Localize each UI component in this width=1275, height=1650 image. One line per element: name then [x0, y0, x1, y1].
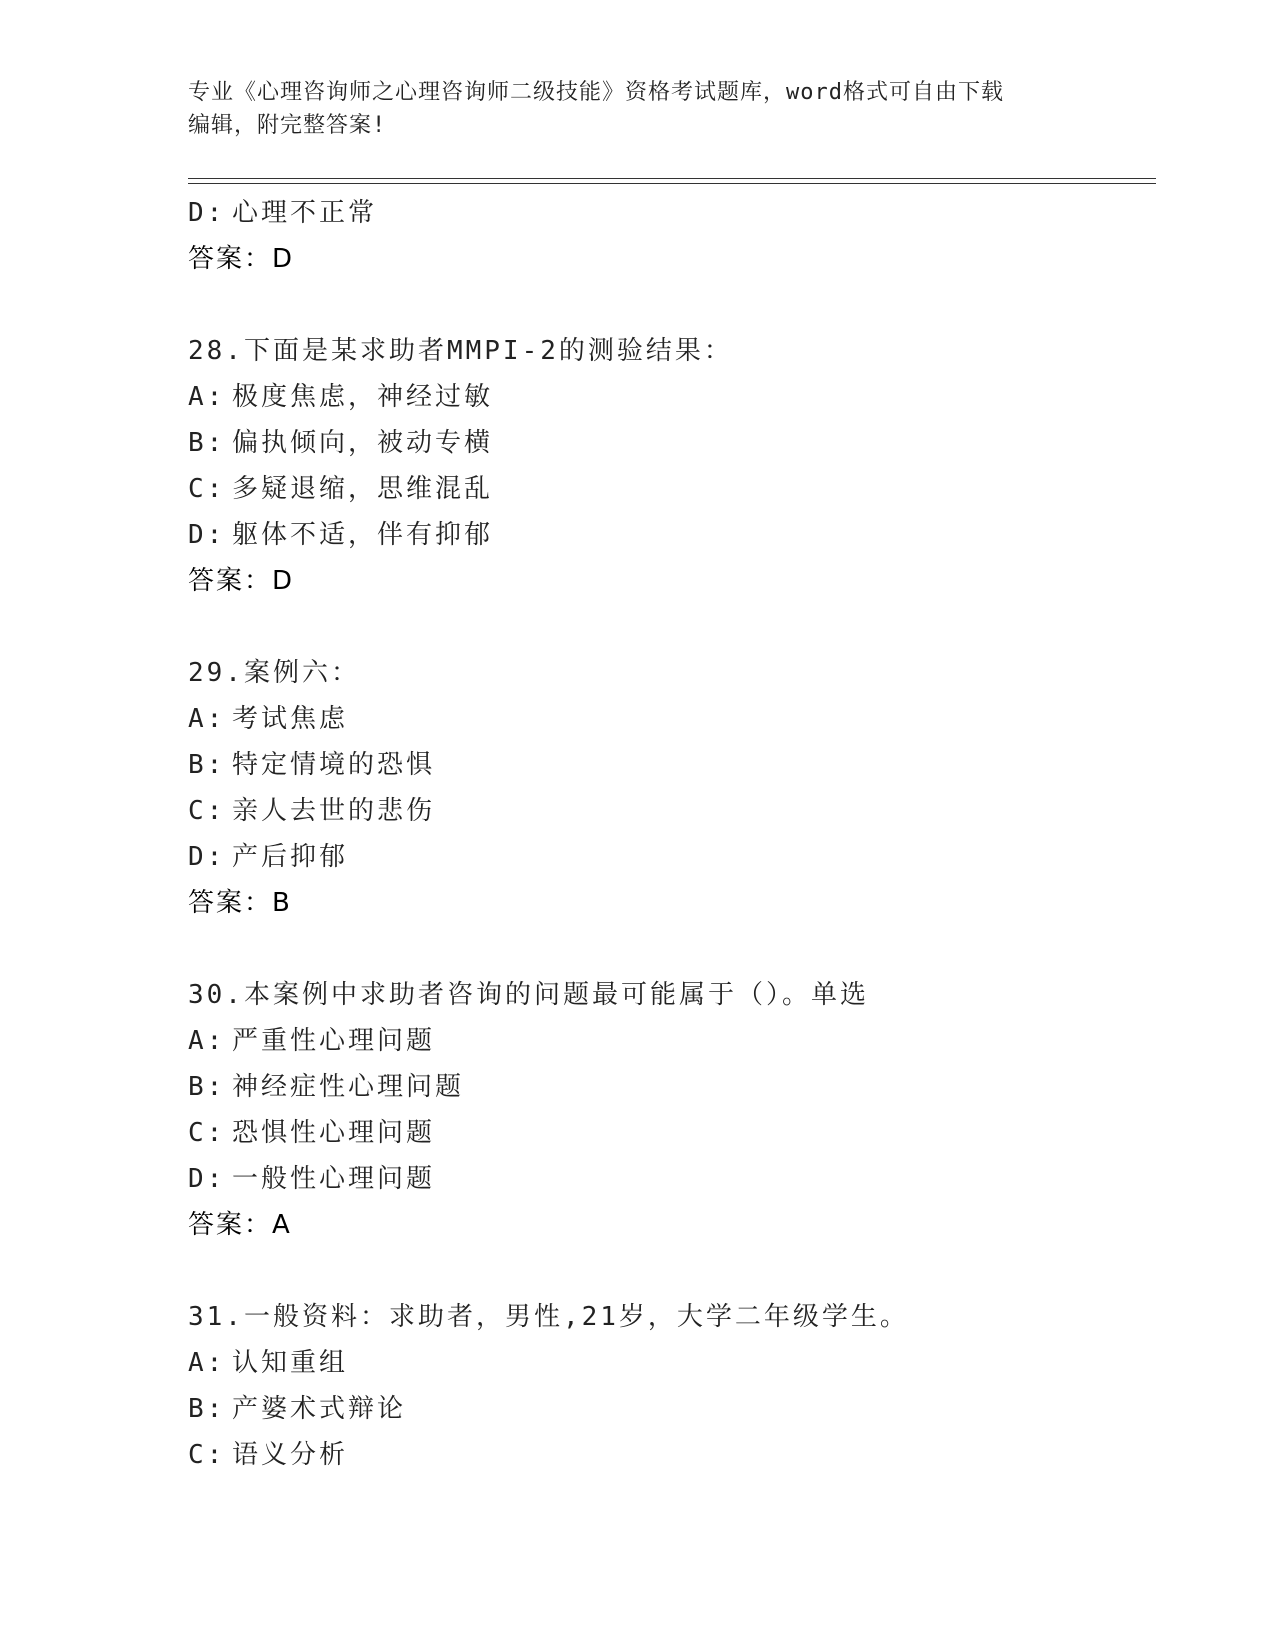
option-text: 躯体不适，伴有抑郁 [232, 520, 494, 550]
option-label: B: [188, 428, 226, 458]
option-label: B: [188, 1072, 226, 1102]
option-c [188, 1432, 1148, 1478]
option-b [188, 1386, 1148, 1432]
option-text: 语义分析 [232, 1440, 349, 1470]
option-text: 严重性心理问题 [232, 1026, 436, 1056]
option-c [188, 466, 1148, 512]
option-label: D: [188, 198, 226, 228]
option-b [188, 742, 1148, 788]
option-a [188, 1340, 1148, 1386]
option-text: 亲人去世的悲伤 [232, 796, 436, 826]
option-d [188, 834, 1148, 880]
header-line-1: 专业《心理咨询师之心理咨询师二级技能》资格考试题库，word格式可自由下载 [188, 80, 1004, 105]
option-b [188, 420, 1148, 466]
option-text: 产婆术式辩论 [232, 1394, 407, 1424]
spacer [188, 282, 1148, 328]
answer: 答案：D [188, 566, 295, 596]
question-stem: 28.下面是某求助者MMPI-2的测验结果： [188, 336, 733, 366]
option-label: A: [188, 1348, 226, 1378]
option-d [188, 1156, 1148, 1202]
option-d [188, 512, 1148, 558]
spacer [188, 1248, 1148, 1294]
spacer [188, 604, 1148, 650]
option-text: 恐惧性心理问题 [232, 1118, 436, 1148]
option-label: A: [188, 704, 226, 734]
option-label: D: [188, 842, 226, 872]
option-c [188, 788, 1148, 834]
answer: 答案：A [188, 1210, 292, 1240]
option-label: D: [188, 520, 226, 550]
question-stem: 31.一般资料：求助者，男性,21岁，大学二年级学生。 [188, 1302, 909, 1332]
answer: 答案：B [188, 888, 292, 918]
option-label: D: [188, 1164, 226, 1194]
option-c [188, 1110, 1148, 1156]
option-b [188, 1064, 1148, 1110]
option-label: A: [188, 382, 226, 412]
option-label: C: [188, 474, 226, 504]
option-a [188, 374, 1148, 420]
option-label: C: [188, 796, 226, 826]
option-a [188, 696, 1148, 742]
option-d [188, 190, 1148, 236]
option-label: B: [188, 750, 226, 780]
question-stem: 29.案例六： [188, 658, 360, 688]
option-text: 偏执倾向，被动专横 [232, 428, 494, 458]
option-text: 心理不正常 [232, 198, 378, 228]
spacer [188, 926, 1148, 972]
question-stem: 30.本案例中求助者咨询的问题最可能属于（）。单选 [188, 980, 869, 1010]
answer: 答案：D [188, 244, 295, 274]
option-text: 认知重组 [232, 1348, 349, 1378]
option-label: B: [188, 1394, 226, 1424]
header-line-2: 编辑，附完整答案! [188, 113, 387, 138]
option-label: A: [188, 1026, 226, 1056]
option-text: 极度焦虑，神经过敏 [232, 382, 494, 412]
document-header [188, 76, 1068, 142]
option-text: 神经症性心理问题 [232, 1072, 465, 1102]
option-text: 产后抑郁 [232, 842, 349, 872]
question-list [188, 190, 1148, 1478]
option-label: C: [188, 1440, 226, 1470]
option-text: 考试焦虑 [232, 704, 349, 734]
option-a [188, 1018, 1148, 1064]
option-text: 特定情境的恐惧 [232, 750, 436, 780]
option-text: 多疑退缩，思维混乱 [232, 474, 494, 504]
option-label: C: [188, 1118, 226, 1148]
option-text: 一般性心理问题 [232, 1164, 436, 1194]
header-divider [188, 178, 1156, 184]
